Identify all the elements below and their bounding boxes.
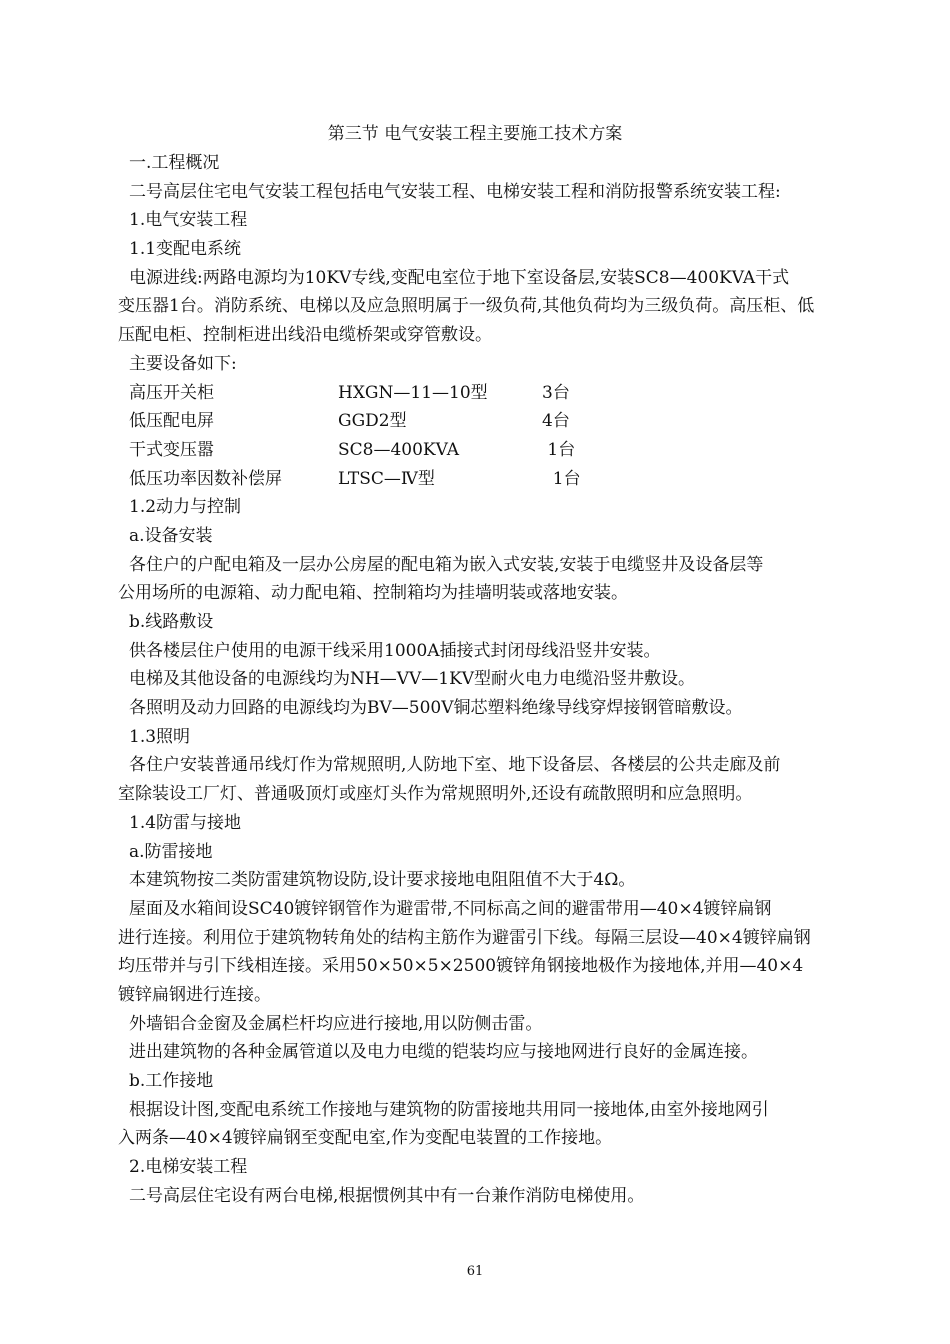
text-line: 一.工程概况 xyxy=(129,153,220,173)
text-line: 各住户的户配电箱及一层办公房屋的配电箱为嵌入式安装,安装于电缆竖井及设备层等 xyxy=(129,554,764,575)
body-part-1 xyxy=(118,149,866,379)
text-line: b.工作接地 xyxy=(129,1071,214,1091)
text-line: 电梯及其他设备的电源线均为NH—VV—1KV型耐火电力电缆沿竖井敷设。 xyxy=(129,669,696,690)
equipment-name: 高压开关柜 xyxy=(129,382,214,403)
text-line: 外墙铝合金窗及金属栏杆均应进行接地,用以防侧击雷。 xyxy=(129,1013,543,1034)
equipment-name: 干式变压嚣 xyxy=(129,439,214,460)
equipment-row xyxy=(118,379,866,408)
document-body xyxy=(118,149,866,1210)
equipment-row xyxy=(118,465,866,494)
equipment-row xyxy=(118,436,866,465)
text-line: 1.3照明 xyxy=(129,726,191,747)
text-line: 供各楼层住户使用的电源干线采用1000A插接式封闭母线沿竖井安装。 xyxy=(129,640,661,661)
section-title: 第三节 电气安装工程主要施工技术方案 xyxy=(327,124,623,144)
equipment-quantity: 1台 xyxy=(542,468,581,489)
text-line: 1.电气安装工程 xyxy=(129,210,248,231)
text-line: a.防雷接地 xyxy=(129,841,213,862)
equipment-model: SC8—400KVA xyxy=(338,439,460,460)
equipment-quantity: 3台 xyxy=(542,382,570,403)
equipment-model: GGD2型 xyxy=(338,411,407,432)
text-line: 2.电梯安装工程 xyxy=(129,1157,248,1178)
page-number: 61 xyxy=(466,1264,484,1279)
text-line: 室除装设工厂灯、普通吸顶灯或座灯头作为常规照明外,还设有疏散照明和应急照明。 xyxy=(118,784,753,805)
text-line: 主要设备如下: xyxy=(129,353,237,374)
text-line: 公用场所的电源箱、动力配电箱、控制箱均为挂墙明装或落地安装。 xyxy=(118,583,628,604)
text-line: 二号高层住宅设有两台电梯,根据惯例其中有一台兼作消防电梯使用。 xyxy=(129,1185,645,1206)
equipment-quantity: 1台 xyxy=(542,439,576,460)
text-line: 进出建筑物的各种金属管道以及电力电缆的铠装均应与接地网进行良好的金属连接。 xyxy=(129,1042,758,1063)
text-line: 1.1变配电系统 xyxy=(129,239,242,260)
equipment-name: 低压配电屏 xyxy=(129,411,214,432)
text-line: 1.2动力与控制 xyxy=(129,497,242,518)
text-line: b.线路敷设 xyxy=(129,612,214,632)
text-line: 入两条—40×4镀锌扁钢至变配电室,作为变配电装置的工作接地。 xyxy=(118,1128,613,1149)
equipment-row xyxy=(118,407,866,436)
text-line: 本建筑物按二类防雷建筑物设防,设计要求接地电阻阻值不大于4Ω。 xyxy=(129,870,636,891)
equipment-list xyxy=(118,379,866,494)
text-line: 变压器1台。消防系统、电梯以及应急照明属于一级负荷,其他负荷均为三级负荷。高压柜、低 xyxy=(118,296,815,317)
text-line: 镀锌扁钢进行连接。 xyxy=(118,984,271,1005)
equipment-model: HXGN—11—10型 xyxy=(338,382,488,403)
text-line: a.设备安装 xyxy=(129,525,213,546)
text-line: 各住户安装普通吊线灯作为常规照明,人防地下室、地下设备层、各楼层的公共走廊及前 xyxy=(129,755,781,776)
text-line: 电源进线:两路电源均为10KV专线,变配电室位于地下室设备层,安装SC8—400KVA干式 xyxy=(129,267,790,288)
text-line: 屋面及水箱间设SC40镀锌钢管作为避雷带,不同标高之间的避雷带用—40×4镀锌扁钢 xyxy=(129,898,772,919)
equipment-name: 低压功率因数补偿屏 xyxy=(129,468,282,489)
text-line: 各照明及动力回路的电源线均为BV—500V铜芯塑料绝缘导线穿焊接钢管暗敷设。 xyxy=(129,698,743,719)
text-line: 二号高层住宅电气安装工程包括电气安装工程、电梯安装工程和消防报警系统安装工程: xyxy=(129,181,781,202)
text-line: 进行连接。利用位于建筑物转角处的结构主筋作为避雷引下线。每隔三层设—40×4镀锌扁钢 xyxy=(118,927,811,948)
body-part-2 xyxy=(118,493,866,1210)
text-line: 根据设计图,变配电系统工作接地与建筑物的防雷接地共用同一接地体,由室外接地网引 xyxy=(129,1099,769,1120)
equipment-quantity: 4台 xyxy=(542,411,570,432)
text-line: 1.4防雷与接地 xyxy=(129,812,242,833)
text-line: 压配电柜、控制柜进出线沿电缆桥架或穿管敷设。 xyxy=(118,325,492,346)
equipment-model: LTSC—Ⅳ型 xyxy=(338,468,435,489)
text-line: 均压带并与引下线相连接。采用50×50×5×2500镀锌角钢接地极作为接地体,并用—40×4 xyxy=(118,956,804,977)
